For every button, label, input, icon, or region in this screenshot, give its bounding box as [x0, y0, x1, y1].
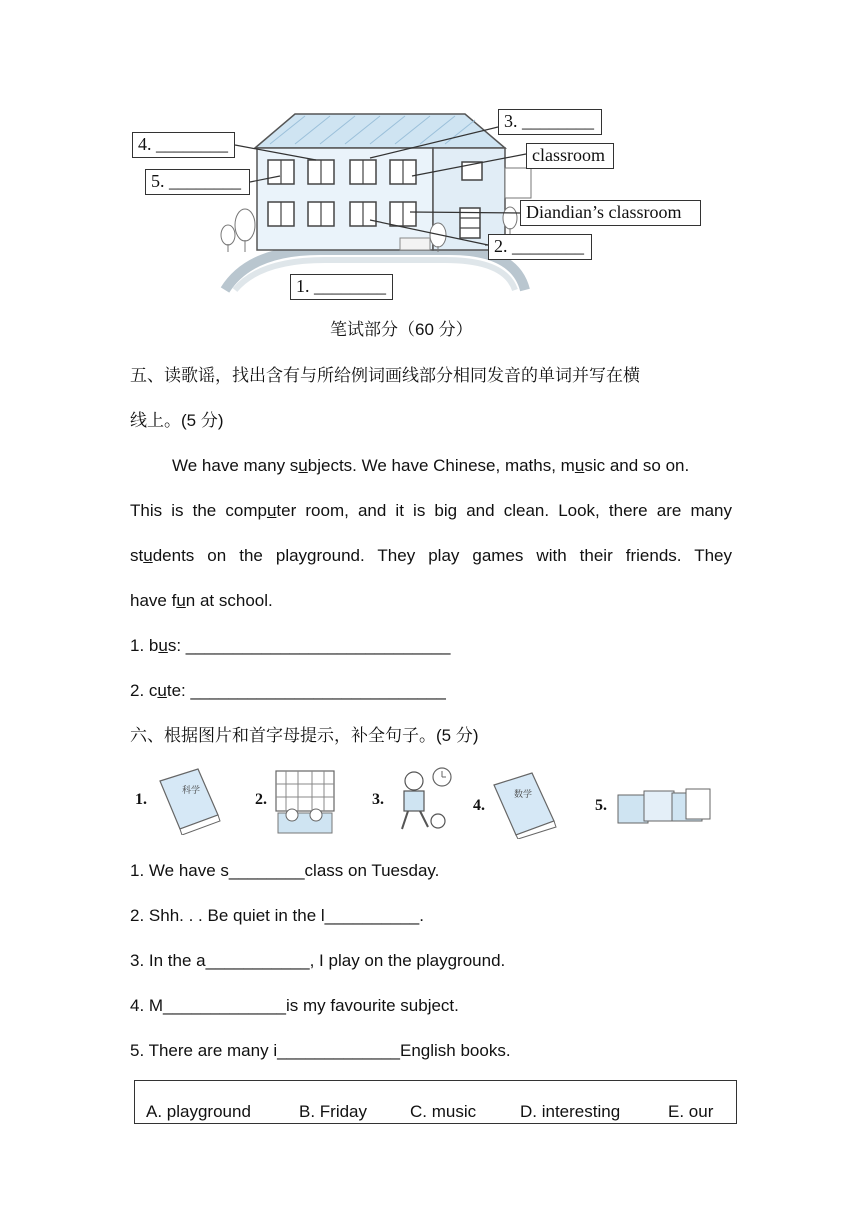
- passage-line-3: students on the playground. They play games with their friends. They: [130, 546, 732, 565]
- q6-sentence-4[interactable]: 4. M_____________is my favourite subject.: [130, 996, 459, 1015]
- passage-line-1: We have many subjects. We have Chinese, maths, music and so on.: [172, 456, 690, 475]
- picture-row: [130, 765, 720, 840]
- option-d: D. interesting: [520, 1102, 621, 1121]
- option-b: B. Friday: [299, 1102, 368, 1121]
- option-e: E. our: [668, 1102, 714, 1121]
- q6-sentence-3[interactable]: 3. In the a___________, I play on the playground.: [130, 951, 506, 970]
- q5-item-1[interactable]: 1. bus: ____________________________: [130, 636, 451, 655]
- maths-book-icon: [488, 769, 558, 839]
- q6-sentence-1[interactable]: 1. We have s________class on Tuesday.: [130, 861, 440, 880]
- label-blank-1[interactable]: 1. ________: [290, 274, 393, 300]
- section-title: 笔试部分（60 分）: [330, 320, 473, 339]
- passage-line-2: This is the computer room, and it is big and clean. Look, there are many: [130, 501, 733, 520]
- picture-number-2: 2.: [255, 791, 267, 808]
- library-icon: [272, 767, 338, 837]
- label-blank-5[interactable]: 5. ________: [145, 169, 250, 195]
- school-building-diagram: [120, 100, 720, 305]
- passage-line-4: have fun at school.: [130, 591, 273, 610]
- option-c: C. music: [410, 1102, 477, 1121]
- maths-book-title: 数学: [514, 790, 533, 800]
- picture-number-3: 3.: [372, 791, 384, 808]
- picture-number-5: 5.: [595, 797, 607, 814]
- picture-number-4: 4.: [473, 797, 485, 814]
- q5-item-2[interactable]: 2. cute: ___________________________: [130, 681, 446, 700]
- q6-sentence-5[interactable]: 5. There are many i_____________English books.: [130, 1041, 511, 1060]
- q6-sentence-2[interactable]: 2. Shh. . . Be quiet in the l__________.: [130, 906, 424, 925]
- q5-heading-line2: 线上。(5 分): [130, 411, 224, 430]
- label-diandians-classroom: Diandian’s classroom: [520, 200, 701, 226]
- science-book-icon: [152, 767, 224, 835]
- label-classroom: classroom: [526, 143, 614, 169]
- stack-of-books-icon: [616, 787, 714, 827]
- label-blank-4[interactable]: 4. ________: [132, 132, 235, 158]
- option-a: A. playground: [146, 1102, 251, 1121]
- picture-number-1: 1.: [135, 791, 147, 808]
- science-book-title: 科学: [182, 786, 201, 796]
- label-blank-3[interactable]: 3. ________: [498, 109, 602, 135]
- q6-heading: 六、根据图片和首字母提示，补全句子。(5 分): [130, 726, 479, 745]
- q5-heading-line1: 五、读歌谣，找出含有与所给例词画线部分相同发音的单词并写在横: [130, 366, 640, 385]
- label-blank-2[interactable]: 2. ________: [488, 234, 592, 260]
- playing-children-icon: [390, 765, 456, 837]
